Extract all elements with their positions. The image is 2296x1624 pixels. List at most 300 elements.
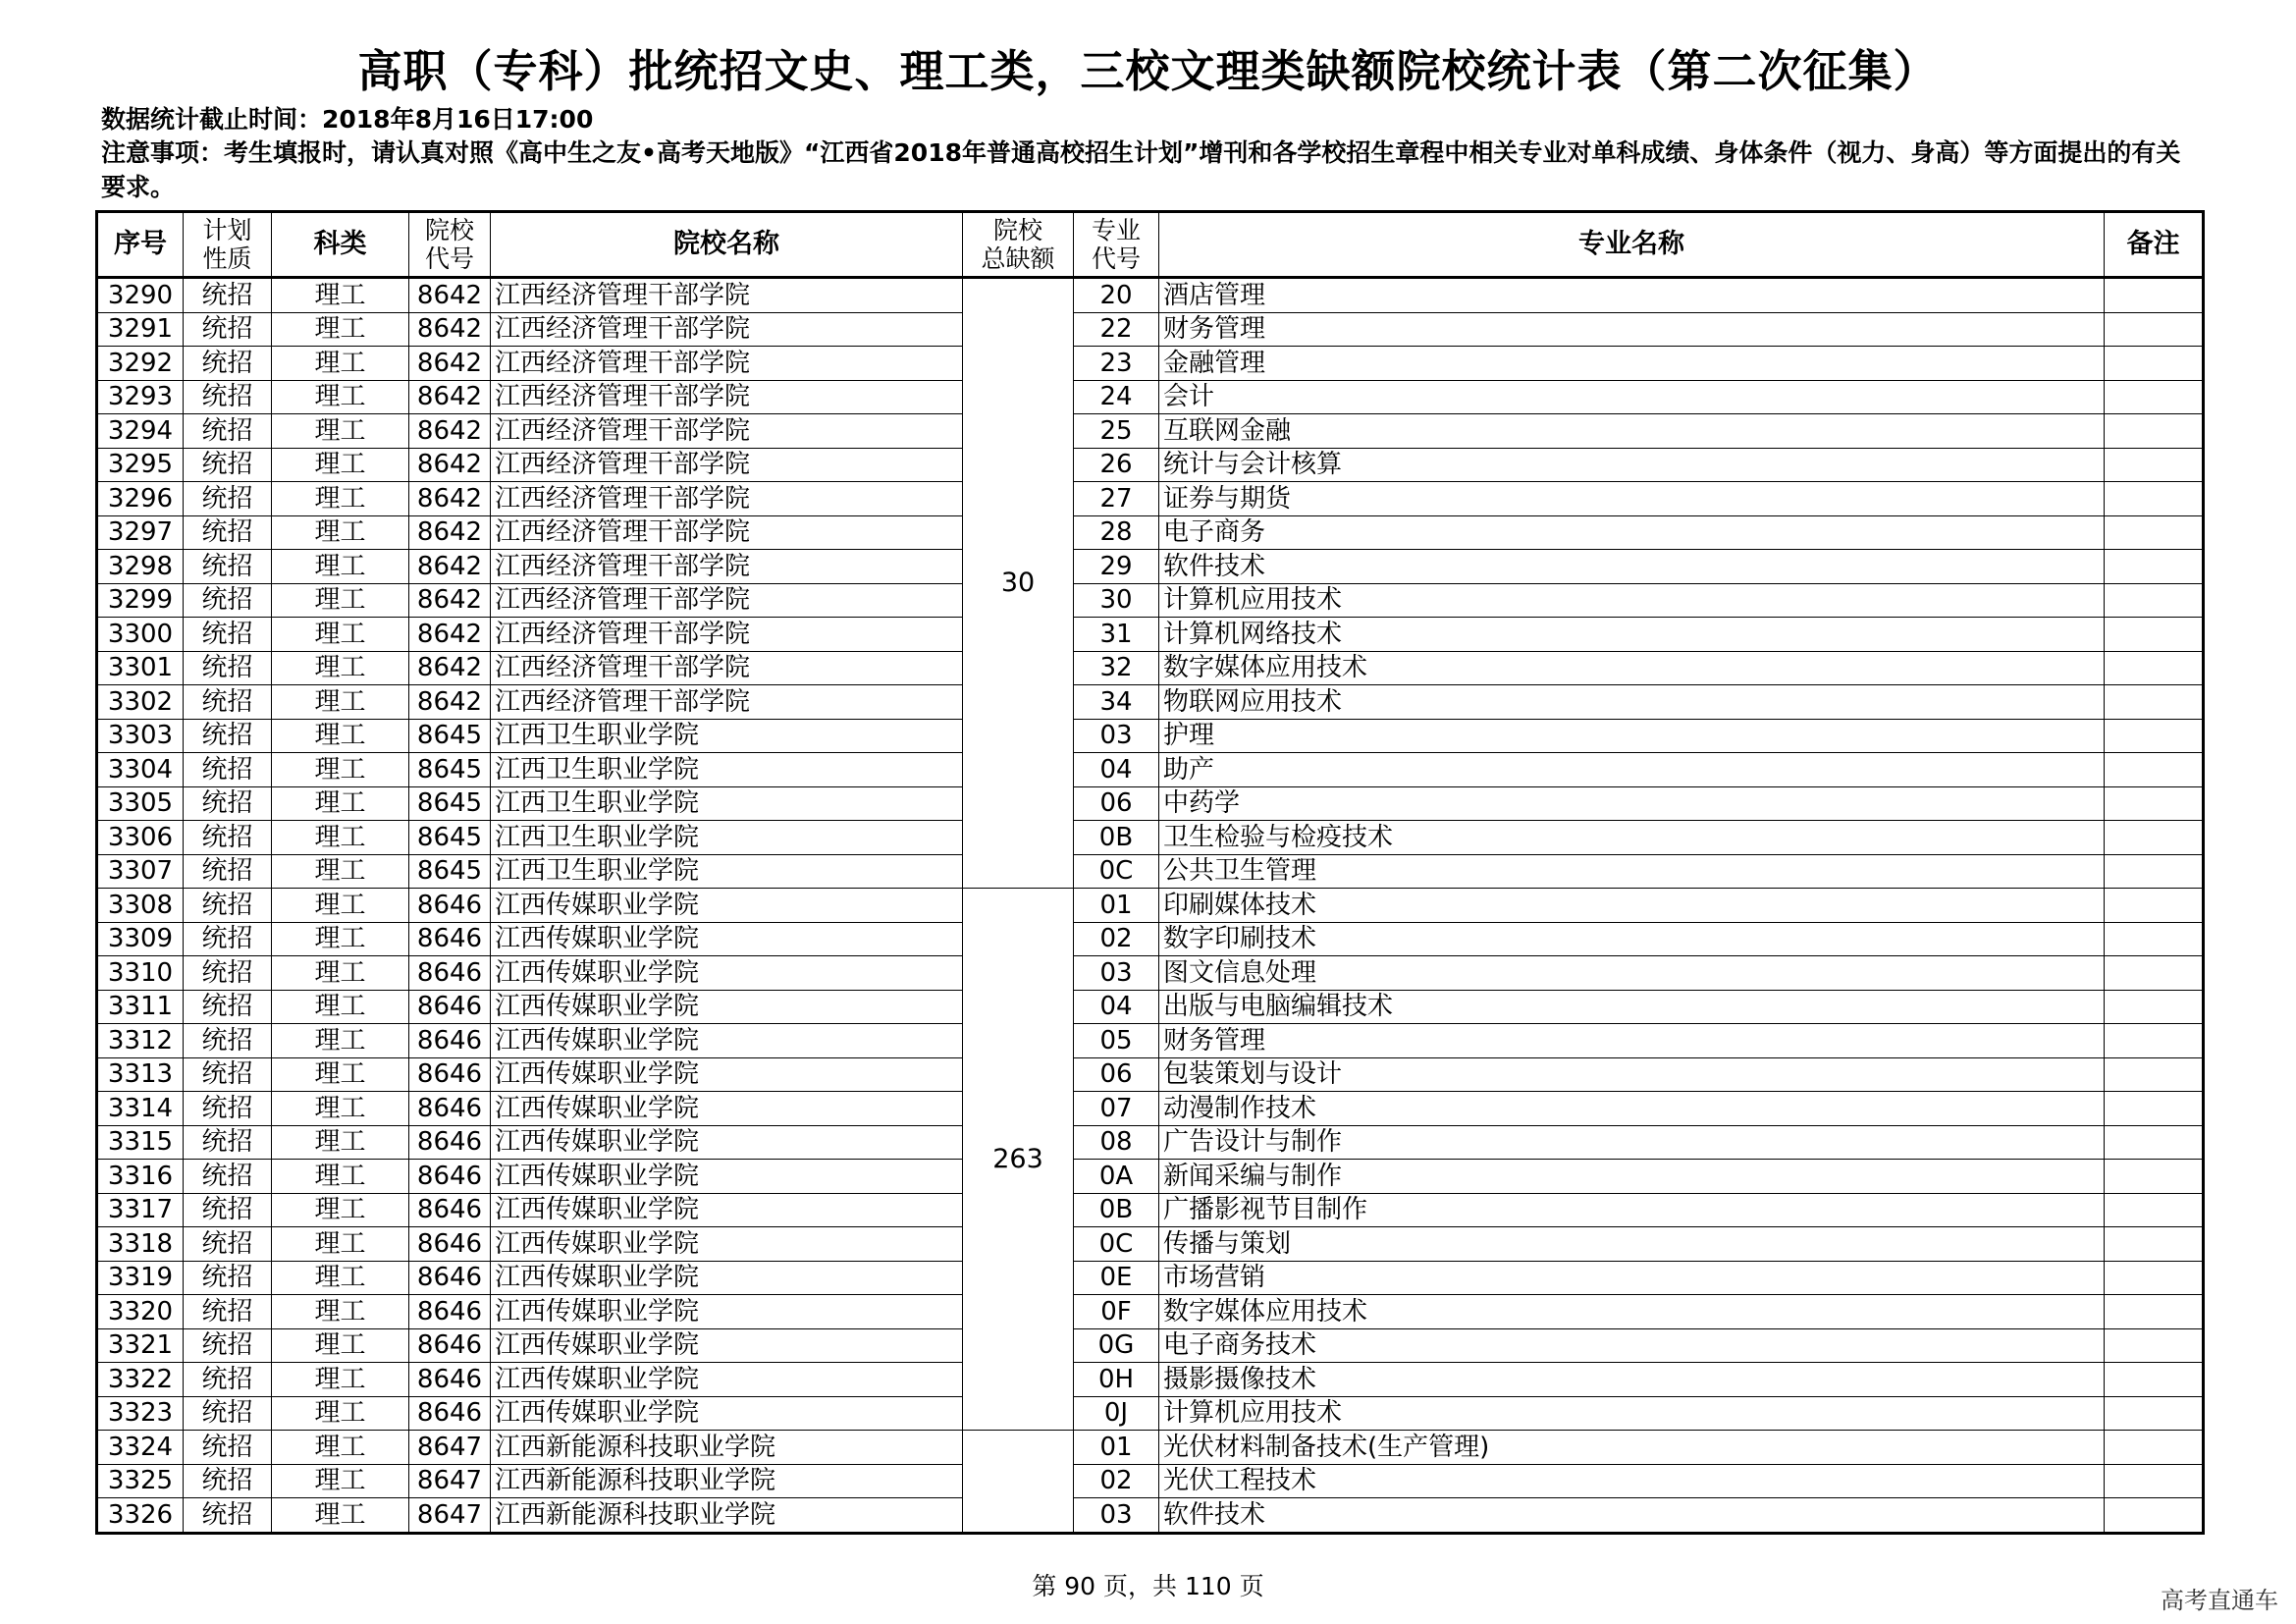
cell-major-name: 计算机应用技术	[1159, 1396, 2105, 1431]
cell-remark	[2105, 1125, 2204, 1160]
cell-school-code: 8646	[409, 1363, 491, 1397]
cell-seq: 3320	[97, 1295, 184, 1329]
cell-school-name: 江西经济管理干部学院	[491, 583, 963, 618]
cell-remark	[2105, 1057, 2204, 1092]
cell-school-code: 8646	[409, 1057, 491, 1092]
cell-major-code: 03	[1074, 1498, 1159, 1534]
cell-school-name: 江西传媒职业学院	[491, 1295, 963, 1329]
cell-seq: 3304	[97, 753, 184, 787]
cell-plan: 统招	[184, 550, 272, 584]
cell-plan: 统招	[184, 786, 272, 821]
cell-remark	[2105, 753, 2204, 787]
cell-school-name: 江西传媒职业学院	[491, 889, 963, 923]
cell-category: 理工	[272, 1328, 409, 1363]
cell-category: 理工	[272, 1193, 409, 1227]
cell-remark	[2105, 482, 2204, 516]
cell-remark	[2105, 380, 2204, 414]
cell-school-code: 8647	[409, 1464, 491, 1498]
cell-seq: 3309	[97, 922, 184, 956]
cell-major-code: 32	[1074, 651, 1159, 685]
cell-school-name: 江西经济管理干部学院	[491, 550, 963, 584]
cell-major-name: 摄影摄像技术	[1159, 1363, 2105, 1397]
cell-school-name: 江西卫生职业学院	[491, 854, 963, 889]
header-major-name: 专业名称	[1159, 212, 2105, 278]
cell-plan: 统招	[184, 956, 272, 991]
cell-category: 理工	[272, 786, 409, 821]
cell-plan: 统招	[184, 1328, 272, 1363]
cell-school-name: 江西经济管理干部学院	[491, 312, 963, 347]
table-row	[97, 1227, 2204, 1262]
cell-school-code: 8645	[409, 719, 491, 753]
cell-category: 理工	[272, 1057, 409, 1092]
cell-school-code: 8646	[409, 1193, 491, 1227]
cell-plan: 统招	[184, 1057, 272, 1092]
cell-plan: 统招	[184, 515, 272, 550]
cell-major-code: 28	[1074, 515, 1159, 550]
cell-major-code: 06	[1074, 786, 1159, 821]
cell-major-name: 互联网金融	[1159, 414, 2105, 449]
cell-plan: 统招	[184, 922, 272, 956]
cell-category: 理工	[272, 414, 409, 449]
cell-remark	[2105, 347, 2204, 381]
cell-seq: 3313	[97, 1057, 184, 1092]
cell-plan: 统招	[184, 1092, 272, 1126]
cell-school-name: 江西卫生职业学院	[491, 821, 963, 855]
table-row	[97, 786, 2204, 821]
cell-plan: 统招	[184, 1024, 272, 1058]
cell-school-name: 江西经济管理干部学院	[491, 515, 963, 550]
cell-major-name: 电子商务	[1159, 515, 2105, 550]
cell-remark	[2105, 1160, 2204, 1194]
cell-remark	[2105, 719, 2204, 753]
cell-major-code: 34	[1074, 685, 1159, 720]
cell-plan: 统招	[184, 719, 272, 753]
table-row	[97, 1024, 2204, 1058]
cell-seq: 3317	[97, 1193, 184, 1227]
header-plan: 计划 性质	[184, 212, 272, 278]
deadline-text: 数据统计截止时间：2018年8月16日17:00	[101, 105, 594, 134]
table-row	[97, 380, 2204, 414]
cell-remark	[2105, 1092, 2204, 1126]
cell-school-name: 江西传媒职业学院	[491, 1328, 963, 1363]
cell-major-name: 财务管理	[1159, 312, 2105, 347]
table-row	[97, 1057, 2204, 1092]
cell-major-name: 传播与策划	[1159, 1227, 2105, 1262]
cell-major-name: 印刷媒体技术	[1159, 889, 2105, 923]
cell-major-name: 数字媒体应用技术	[1159, 651, 2105, 685]
cell-school-name: 江西传媒职业学院	[491, 1057, 963, 1092]
cell-category: 理工	[272, 1396, 409, 1431]
cell-category: 理工	[272, 1431, 409, 1465]
table-row	[97, 922, 2204, 956]
page-title: 高职（专科）批统招文史、理工类，三校文理类缺额院校统计表（第二次征集）	[357, 45, 1939, 97]
cell-major-name: 中药学	[1159, 786, 2105, 821]
cell-major-code: 02	[1074, 1464, 1159, 1498]
cell-seq: 3305	[97, 786, 184, 821]
cell-school-name: 江西传媒职业学院	[491, 1193, 963, 1227]
table-row	[97, 515, 2204, 550]
cell-major-code: 26	[1074, 448, 1159, 482]
cell-major-code: 30	[1074, 583, 1159, 618]
cell-major-name: 物联网应用技术	[1159, 685, 2105, 720]
header-total: 院校 总缺额	[963, 212, 1074, 278]
cell-remark	[2105, 1328, 2204, 1363]
header-school-name: 院校名称	[491, 212, 963, 278]
cell-category: 理工	[272, 312, 409, 347]
cell-category: 理工	[272, 922, 409, 956]
cell-category: 理工	[272, 821, 409, 855]
cell-major-code: 01	[1074, 1431, 1159, 1465]
table-row	[97, 821, 2204, 855]
cell-seq: 3318	[97, 1227, 184, 1262]
table-row	[97, 990, 2204, 1024]
cell-plan: 统招	[184, 1396, 272, 1431]
cell-seq: 3324	[97, 1431, 184, 1465]
cell-remark	[2105, 312, 2204, 347]
table-row	[97, 889, 2204, 923]
cell-plan: 统招	[184, 821, 272, 855]
table-row	[97, 550, 2204, 584]
cell-school-name: 江西传媒职业学院	[491, 1396, 963, 1431]
cell-major-code: 08	[1074, 1125, 1159, 1160]
cell-remark	[2105, 278, 2204, 313]
cell-major-code: 06	[1074, 1057, 1159, 1092]
cell-plan: 统招	[184, 753, 272, 787]
notice-text: 注意事项：考生填报时，请认真对照《高中生之友•高考天地版》“江西省2018年普通高校招生计划”增刊和各学校招生章程中相关专业对单科成绩、身体条件（视力、身高）等方面提出的有关要求。	[101, 138, 2181, 201]
cell-seq: 3322	[97, 1363, 184, 1397]
cell-school-name: 江西传媒职业学院	[491, 1261, 963, 1295]
cell-major-name: 助产	[1159, 753, 2105, 787]
cell-major-name: 广播影视节目制作	[1159, 1193, 2105, 1227]
cell-school-name: 江西传媒职业学院	[491, 1363, 963, 1397]
header-category: 科类	[272, 212, 409, 278]
cell-category: 理工	[272, 515, 409, 550]
cell-remark	[2105, 889, 2204, 923]
cell-major-code: 03	[1074, 719, 1159, 753]
cell-seq: 3311	[97, 990, 184, 1024]
cell-category: 理工	[272, 685, 409, 720]
cell-major-code: 0G	[1074, 1328, 1159, 1363]
cell-school-code: 8646	[409, 889, 491, 923]
cell-remark	[2105, 515, 2204, 550]
cell-remark	[2105, 1024, 2204, 1058]
cell-category: 理工	[272, 448, 409, 482]
table-header-row	[97, 212, 2204, 278]
cell-major-name: 市场营销	[1159, 1261, 2105, 1295]
cell-remark	[2105, 956, 2204, 991]
cell-major-code: 0J	[1074, 1396, 1159, 1431]
cell-seq: 3323	[97, 1396, 184, 1431]
cell-major-name: 动漫制作技术	[1159, 1092, 2105, 1126]
cell-school-name: 江西传媒职业学院	[491, 1024, 963, 1058]
cell-category: 理工	[272, 1261, 409, 1295]
cell-major-name: 包装策划与设计	[1159, 1057, 2105, 1092]
cell-plan: 统招	[184, 278, 272, 313]
cell-plan: 统招	[184, 1227, 272, 1262]
cell-major-name: 出版与电脑编辑技术	[1159, 990, 2105, 1024]
table-body	[97, 278, 2204, 1534]
cell-category: 理工	[272, 1227, 409, 1262]
cell-school-code: 8642	[409, 685, 491, 720]
cell-school-code: 8646	[409, 1024, 491, 1058]
cell-remark	[2105, 1363, 2204, 1397]
cell-remark	[2105, 1193, 2204, 1227]
cell-school-code: 8645	[409, 821, 491, 855]
header-school-code: 院校 代号	[409, 212, 491, 278]
cell-school-name: 江西传媒职业学院	[491, 1227, 963, 1262]
cell-major-code: 0A	[1074, 1160, 1159, 1194]
cell-school-name: 江西新能源科技职业学院	[491, 1464, 963, 1498]
table-row	[97, 448, 2204, 482]
cell-school-name: 江西卫生职业学院	[491, 786, 963, 821]
cell-plan: 统招	[184, 651, 272, 685]
cell-plan: 统招	[184, 1431, 272, 1465]
cell-major-name: 软件技术	[1159, 1498, 2105, 1534]
cell-category: 理工	[272, 550, 409, 584]
cell-plan: 统招	[184, 1363, 272, 1397]
cell-plan: 统招	[184, 1464, 272, 1498]
table-row	[97, 1261, 2204, 1295]
cell-school-total: 30	[963, 278, 1074, 889]
cell-remark	[2105, 1227, 2204, 1262]
cell-plan: 统招	[184, 380, 272, 414]
cell-category: 理工	[272, 1464, 409, 1498]
cell-major-code: 07	[1074, 1092, 1159, 1126]
cell-major-code: 0H	[1074, 1363, 1159, 1397]
cell-school-name: 江西卫生职业学院	[491, 719, 963, 753]
table-row	[97, 1160, 2204, 1194]
cell-seq: 3295	[97, 448, 184, 482]
cell-school-code: 8646	[409, 956, 491, 991]
table-row	[97, 719, 2204, 753]
cell-school-code: 8646	[409, 1261, 491, 1295]
cell-major-name: 统计与会计核算	[1159, 448, 2105, 482]
table-row	[97, 854, 2204, 889]
cell-major-code: 0F	[1074, 1295, 1159, 1329]
cell-remark	[2105, 1464, 2204, 1498]
cell-major-code: 05	[1074, 1024, 1159, 1058]
cell-school-code: 8647	[409, 1431, 491, 1465]
cell-plan: 统招	[184, 482, 272, 516]
cell-seq: 3326	[97, 1498, 184, 1534]
cell-plan: 统招	[184, 889, 272, 923]
cell-major-code: 0B	[1074, 821, 1159, 855]
cell-remark	[2105, 414, 2204, 449]
cell-major-code: 02	[1074, 922, 1159, 956]
cell-category: 理工	[272, 278, 409, 313]
cell-seq: 3308	[97, 889, 184, 923]
cell-major-code: 24	[1074, 380, 1159, 414]
cell-school-code: 8646	[409, 1227, 491, 1262]
cell-school-code: 8646	[409, 1125, 491, 1160]
cell-seq: 3290	[97, 278, 184, 313]
cell-plan: 统招	[184, 583, 272, 618]
cell-school-code: 8642	[409, 347, 491, 381]
cell-remark	[2105, 618, 2204, 652]
cell-seq: 3310	[97, 956, 184, 991]
cell-category: 理工	[272, 651, 409, 685]
cell-major-code: 25	[1074, 414, 1159, 449]
cell-seq: 3314	[97, 1092, 184, 1126]
cell-plan: 统招	[184, 1498, 272, 1534]
cell-school-code: 8642	[409, 550, 491, 584]
cell-major-name: 数字媒体应用技术	[1159, 1295, 2105, 1329]
cell-remark	[2105, 1431, 2204, 1465]
table-row	[97, 347, 2204, 381]
cell-school-code: 8645	[409, 786, 491, 821]
cell-remark	[2105, 990, 2204, 1024]
cell-major-code: 23	[1074, 347, 1159, 381]
cell-major-name: 财务管理	[1159, 1024, 2105, 1058]
cell-major-name: 计算机应用技术	[1159, 583, 2105, 618]
cell-category: 理工	[272, 956, 409, 991]
cell-school-name: 江西传媒职业学院	[491, 1092, 963, 1126]
cell-school-name: 江西传媒职业学院	[491, 990, 963, 1024]
cell-category: 理工	[272, 990, 409, 1024]
cell-major-name: 图文信息处理	[1159, 956, 2105, 991]
cell-seq: 3300	[97, 618, 184, 652]
cell-school-name: 江西经济管理干部学院	[491, 448, 963, 482]
table-row	[97, 1193, 2204, 1227]
cell-school-code: 8642	[409, 583, 491, 618]
cell-school-name: 江西经济管理干部学院	[491, 380, 963, 414]
cell-school-total	[963, 1431, 1074, 1534]
table-row	[97, 1464, 2204, 1498]
cell-major-name: 计算机网络技术	[1159, 618, 2105, 652]
table-row	[97, 414, 2204, 449]
table-row	[97, 1363, 2204, 1397]
cell-plan: 统招	[184, 618, 272, 652]
table-row	[97, 1328, 2204, 1363]
cell-school-code: 8642	[409, 618, 491, 652]
cell-school-name: 江西经济管理干部学院	[491, 482, 963, 516]
cell-major-name: 电子商务技术	[1159, 1328, 2105, 1363]
cell-category: 理工	[272, 1125, 409, 1160]
cell-category: 理工	[272, 1092, 409, 1126]
header-seq: 序号	[97, 212, 184, 278]
cell-category: 理工	[272, 583, 409, 618]
cell-school-name: 江西经济管理干部学院	[491, 618, 963, 652]
cell-major-code: 04	[1074, 753, 1159, 787]
cell-school-name: 江西卫生职业学院	[491, 753, 963, 787]
cell-school-code: 8646	[409, 990, 491, 1024]
cell-seq: 3293	[97, 380, 184, 414]
cell-school-code: 8646	[409, 1295, 491, 1329]
cell-school-code: 8646	[409, 1328, 491, 1363]
cell-seq: 3298	[97, 550, 184, 584]
table-row	[97, 1396, 2204, 1431]
cell-major-name: 卫生检验与检疫技术	[1159, 821, 2105, 855]
cell-school-name: 江西经济管理干部学院	[491, 347, 963, 381]
table-row	[97, 1125, 2204, 1160]
vacancy-table	[95, 210, 2205, 1535]
cell-school-name: 江西传媒职业学院	[491, 922, 963, 956]
cell-remark	[2105, 651, 2204, 685]
cell-major-code: 0B	[1074, 1193, 1159, 1227]
cell-seq: 3294	[97, 414, 184, 449]
cell-school-name: 江西经济管理干部学院	[491, 414, 963, 449]
cell-major-code: 0C	[1074, 854, 1159, 889]
table-row	[97, 1092, 2204, 1126]
cell-category: 理工	[272, 889, 409, 923]
cell-plan: 统招	[184, 1295, 272, 1329]
table-row	[97, 1431, 2204, 1465]
cell-category: 理工	[272, 1363, 409, 1397]
cell-plan: 统招	[184, 990, 272, 1024]
cell-school-code: 8642	[409, 380, 491, 414]
cell-school-code: 8646	[409, 922, 491, 956]
cell-remark	[2105, 685, 2204, 720]
cell-plan: 统招	[184, 312, 272, 347]
cell-school-name: 江西经济管理干部学院	[491, 685, 963, 720]
cell-school-name: 江西新能源科技职业学院	[491, 1431, 963, 1465]
cell-school-code: 8642	[409, 515, 491, 550]
cell-plan: 统招	[184, 1261, 272, 1295]
cell-school-total: 263	[963, 889, 1074, 1431]
cell-major-name: 光伏材料制备技术(生产管理)	[1159, 1431, 2105, 1465]
header-major-code: 专业 代号	[1074, 212, 1159, 278]
table-row	[97, 482, 2204, 516]
cell-seq: 3319	[97, 1261, 184, 1295]
page-footer: 第 90 页，共 110 页	[1032, 1572, 1264, 1600]
cell-school-code: 8642	[409, 448, 491, 482]
cell-seq: 3303	[97, 719, 184, 753]
cell-remark	[2105, 1261, 2204, 1295]
cell-seq: 3312	[97, 1024, 184, 1058]
cell-school-code: 8642	[409, 278, 491, 313]
cell-seq: 3297	[97, 515, 184, 550]
cell-major-code: 0C	[1074, 1227, 1159, 1262]
cell-category: 理工	[272, 347, 409, 381]
cell-plan: 统招	[184, 414, 272, 449]
cell-major-code: 20	[1074, 278, 1159, 313]
cell-major-code: 01	[1074, 889, 1159, 923]
cell-school-code: 8645	[409, 753, 491, 787]
cell-remark	[2105, 821, 2204, 855]
cell-remark	[2105, 1295, 2204, 1329]
cell-plan: 统招	[184, 685, 272, 720]
cell-major-name: 护理	[1159, 719, 2105, 753]
cell-major-name: 软件技术	[1159, 550, 2105, 584]
cell-major-name: 数字印刷技术	[1159, 922, 2105, 956]
table-row	[97, 685, 2204, 720]
cell-seq: 3325	[97, 1464, 184, 1498]
cell-seq: 3306	[97, 821, 184, 855]
cell-school-code: 8645	[409, 854, 491, 889]
cell-category: 理工	[272, 1498, 409, 1534]
cell-seq: 3302	[97, 685, 184, 720]
table-row	[97, 956, 2204, 991]
cell-seq: 3291	[97, 312, 184, 347]
cell-category: 理工	[272, 753, 409, 787]
cell-school-code: 8642	[409, 651, 491, 685]
cell-major-name: 证券与期货	[1159, 482, 2105, 516]
cell-category: 理工	[272, 1024, 409, 1058]
cell-major-code: 03	[1074, 956, 1159, 991]
cell-seq: 3307	[97, 854, 184, 889]
cell-school-name: 江西经济管理干部学院	[491, 651, 963, 685]
cell-remark	[2105, 448, 2204, 482]
cell-major-code: 29	[1074, 550, 1159, 584]
cell-school-name: 江西经济管理干部学院	[491, 278, 963, 313]
cell-seq: 3299	[97, 583, 184, 618]
cell-seq: 3292	[97, 347, 184, 381]
cell-major-name: 光伏工程技术	[1159, 1464, 2105, 1498]
cell-remark	[2105, 922, 2204, 956]
cell-school-name: 江西新能源科技职业学院	[491, 1498, 963, 1534]
cell-major-name: 会计	[1159, 380, 2105, 414]
cell-category: 理工	[272, 1160, 409, 1194]
